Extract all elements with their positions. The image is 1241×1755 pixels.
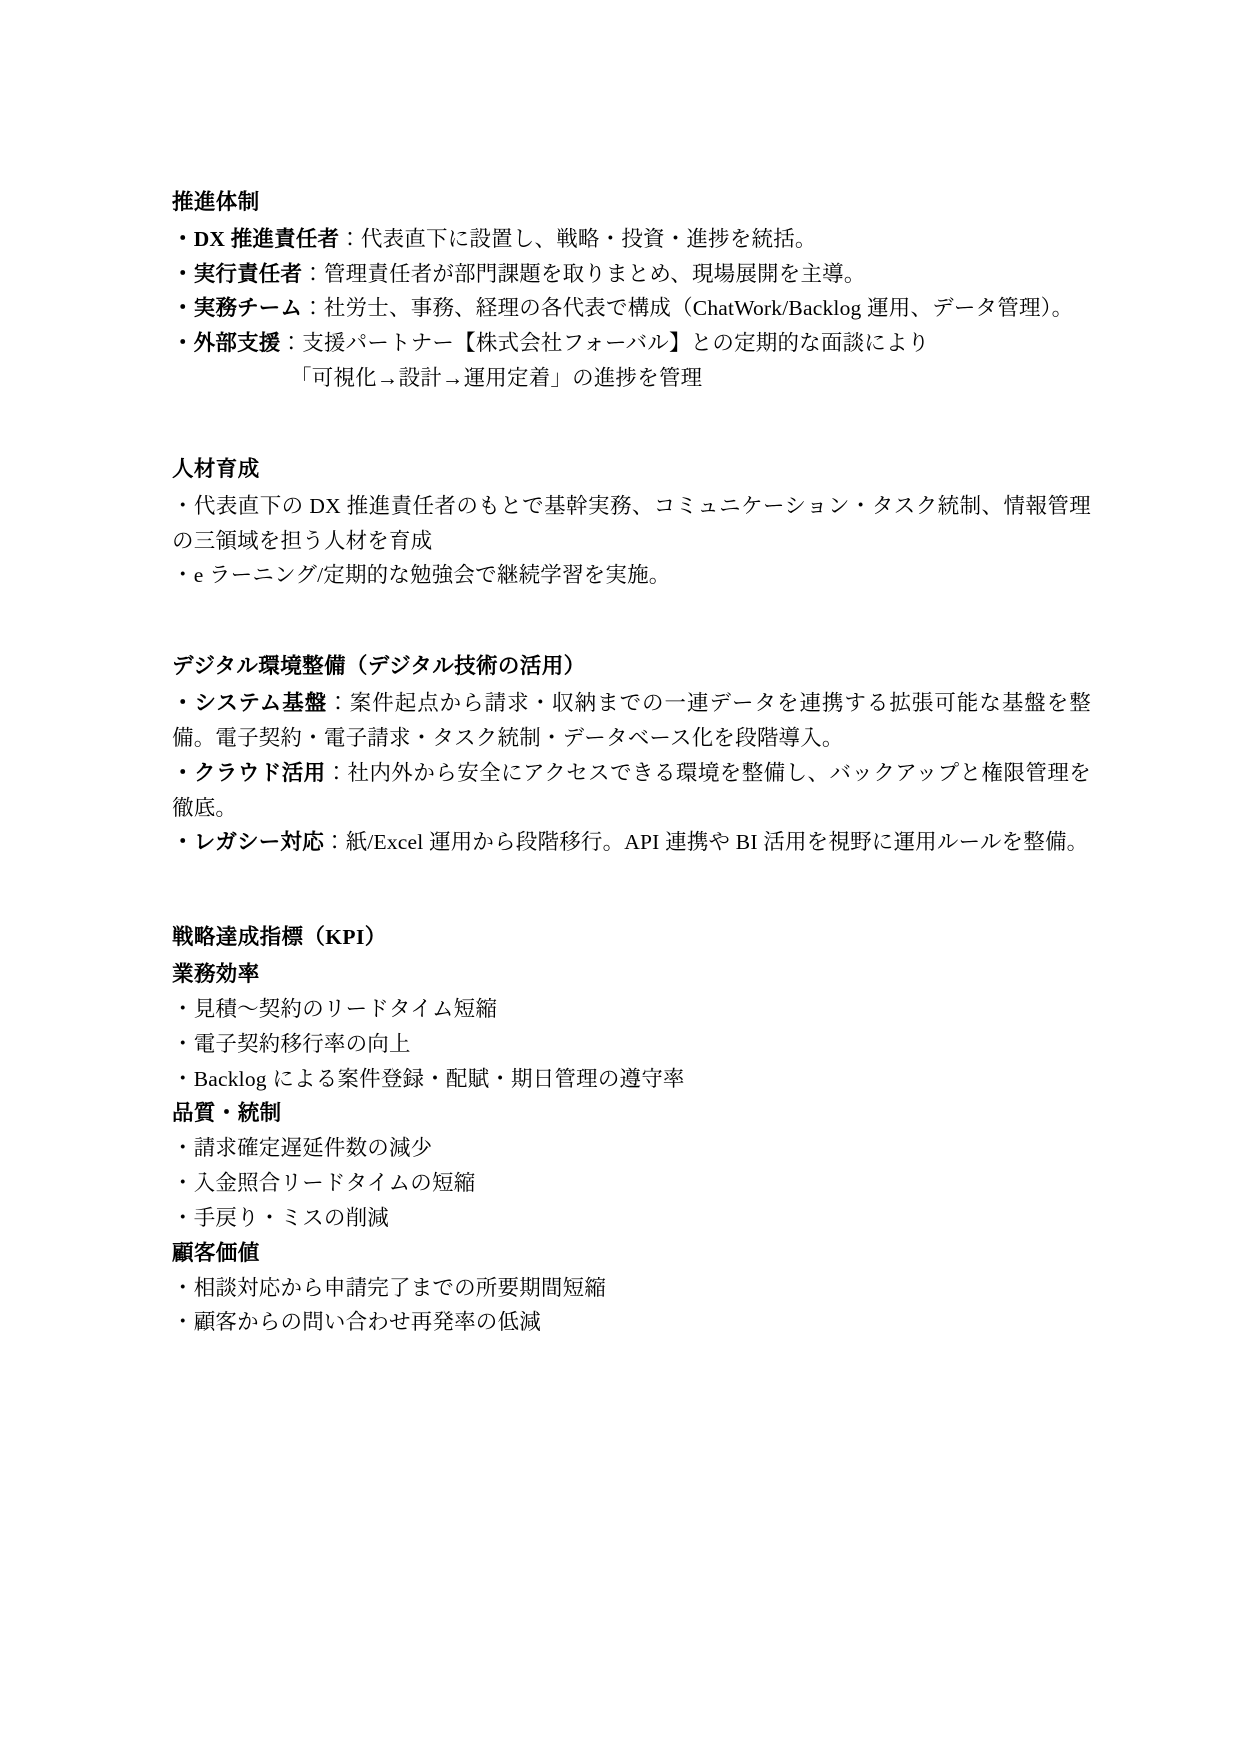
line-rest: ：社労士、事務、経理の各代表で構成（ChatWork/Backlog 運用、データ管理）。	[302, 296, 1074, 321]
section-line	[172, 291, 1091, 326]
kpi-group-customer-value	[172, 1236, 1091, 1340]
spacer	[172, 886, 1091, 920]
kpi-item: ・顧客からの問い合わせ再発率の低減	[172, 1310, 541, 1335]
section-human-resource-development	[172, 452, 1091, 593]
section-line	[172, 825, 1091, 860]
kpi-heading: 戦略達成指標（KPI）	[172, 925, 387, 950]
kpi-subheading: 顧客価値	[172, 1240, 260, 1265]
line-rest: ・e ラーニング/定期的な勉強会で継続学習を実施。	[172, 563, 671, 588]
line-lead: ・レガシー対応	[172, 830, 324, 855]
spacer	[172, 619, 1091, 649]
kpi-group-efficiency	[172, 957, 1091, 1096]
kpi-item: ・電子契約移行率の向上	[172, 1031, 411, 1056]
section-heading: 人材育成	[172, 456, 260, 481]
line-lead: ・実務チーム	[172, 296, 303, 321]
kpi-item: ・Backlog による案件登録・配賦・期日管理の遵守率	[172, 1066, 685, 1091]
spacer	[172, 422, 1091, 452]
section-heading: デジタル環境整備（デジタル技術の活用）	[172, 654, 586, 679]
section-line	[172, 686, 1091, 756]
line-lead: ・DX 推進責任者	[172, 226, 340, 251]
line-rest: ：案件起点から請求・収納までの一連データを連携する拡張可能な基盤を整備。電子契約・電子請求・タスク統制・データベース化を段階導入。	[172, 691, 1091, 750]
line-lead: ・実行責任者	[172, 261, 303, 286]
line-lead: ・クラウド活用	[172, 760, 326, 785]
kpi-item: ・請求確定遅延件数の減少	[172, 1136, 433, 1161]
line-rest: ：管理責任者が部門課題を取りまとめ、現場展開を主導。	[302, 261, 866, 286]
section-line	[172, 326, 1091, 361]
document-body	[172, 185, 1091, 1340]
section-line	[172, 558, 1091, 593]
section-line	[172, 222, 1091, 257]
section-line	[172, 756, 1091, 826]
section-kpi	[172, 920, 1091, 1340]
kpi-subheading: 業務効率	[172, 962, 260, 987]
section-line	[172, 257, 1091, 292]
section-promotion-system	[172, 185, 1091, 396]
line-rest: ：支援パートナー【株式会社フォーバル】との定期的な面談により	[280, 331, 930, 356]
section-digital-environment	[172, 649, 1091, 860]
kpi-item: ・手戻り・ミスの削減	[172, 1205, 390, 1230]
kpi-item: ・入金照合リードタイムの短縮	[172, 1171, 476, 1196]
section-line	[172, 489, 1091, 559]
line-lead: ・システム基盤	[172, 691, 328, 716]
line-lead: ・外部支援	[172, 331, 281, 356]
section-indented-line: 「可視化→設計→運用定着」の進捗を管理	[290, 366, 703, 391]
kpi-subheading: 品質・統制	[172, 1101, 282, 1126]
kpi-item: ・見積〜契約のリードタイム短縮	[172, 996, 498, 1021]
line-rest: ・代表直下の DX 推進責任者のもとで基幹実務、コミュニケーション・タスク統制、情報管理の三領域を担う人材を育成	[172, 493, 1091, 553]
line-rest: ：代表直下に設置し、戦略・投資・進捗を統括。	[339, 226, 817, 251]
line-rest: ：紙/Excel 運用から段階移行。API 連携や BI 活用を視野に運用ルールを整備。	[323, 830, 1089, 855]
line-rest: ：社内外から安全にアクセスできる環境を整備し、バックアップと権限管理を徹底。	[172, 760, 1092, 820]
kpi-group-quality	[172, 1096, 1091, 1235]
kpi-item: ・相談対応から申請完了までの所要期間短縮	[172, 1275, 607, 1300]
section-heading: 推進体制	[172, 190, 260, 214]
